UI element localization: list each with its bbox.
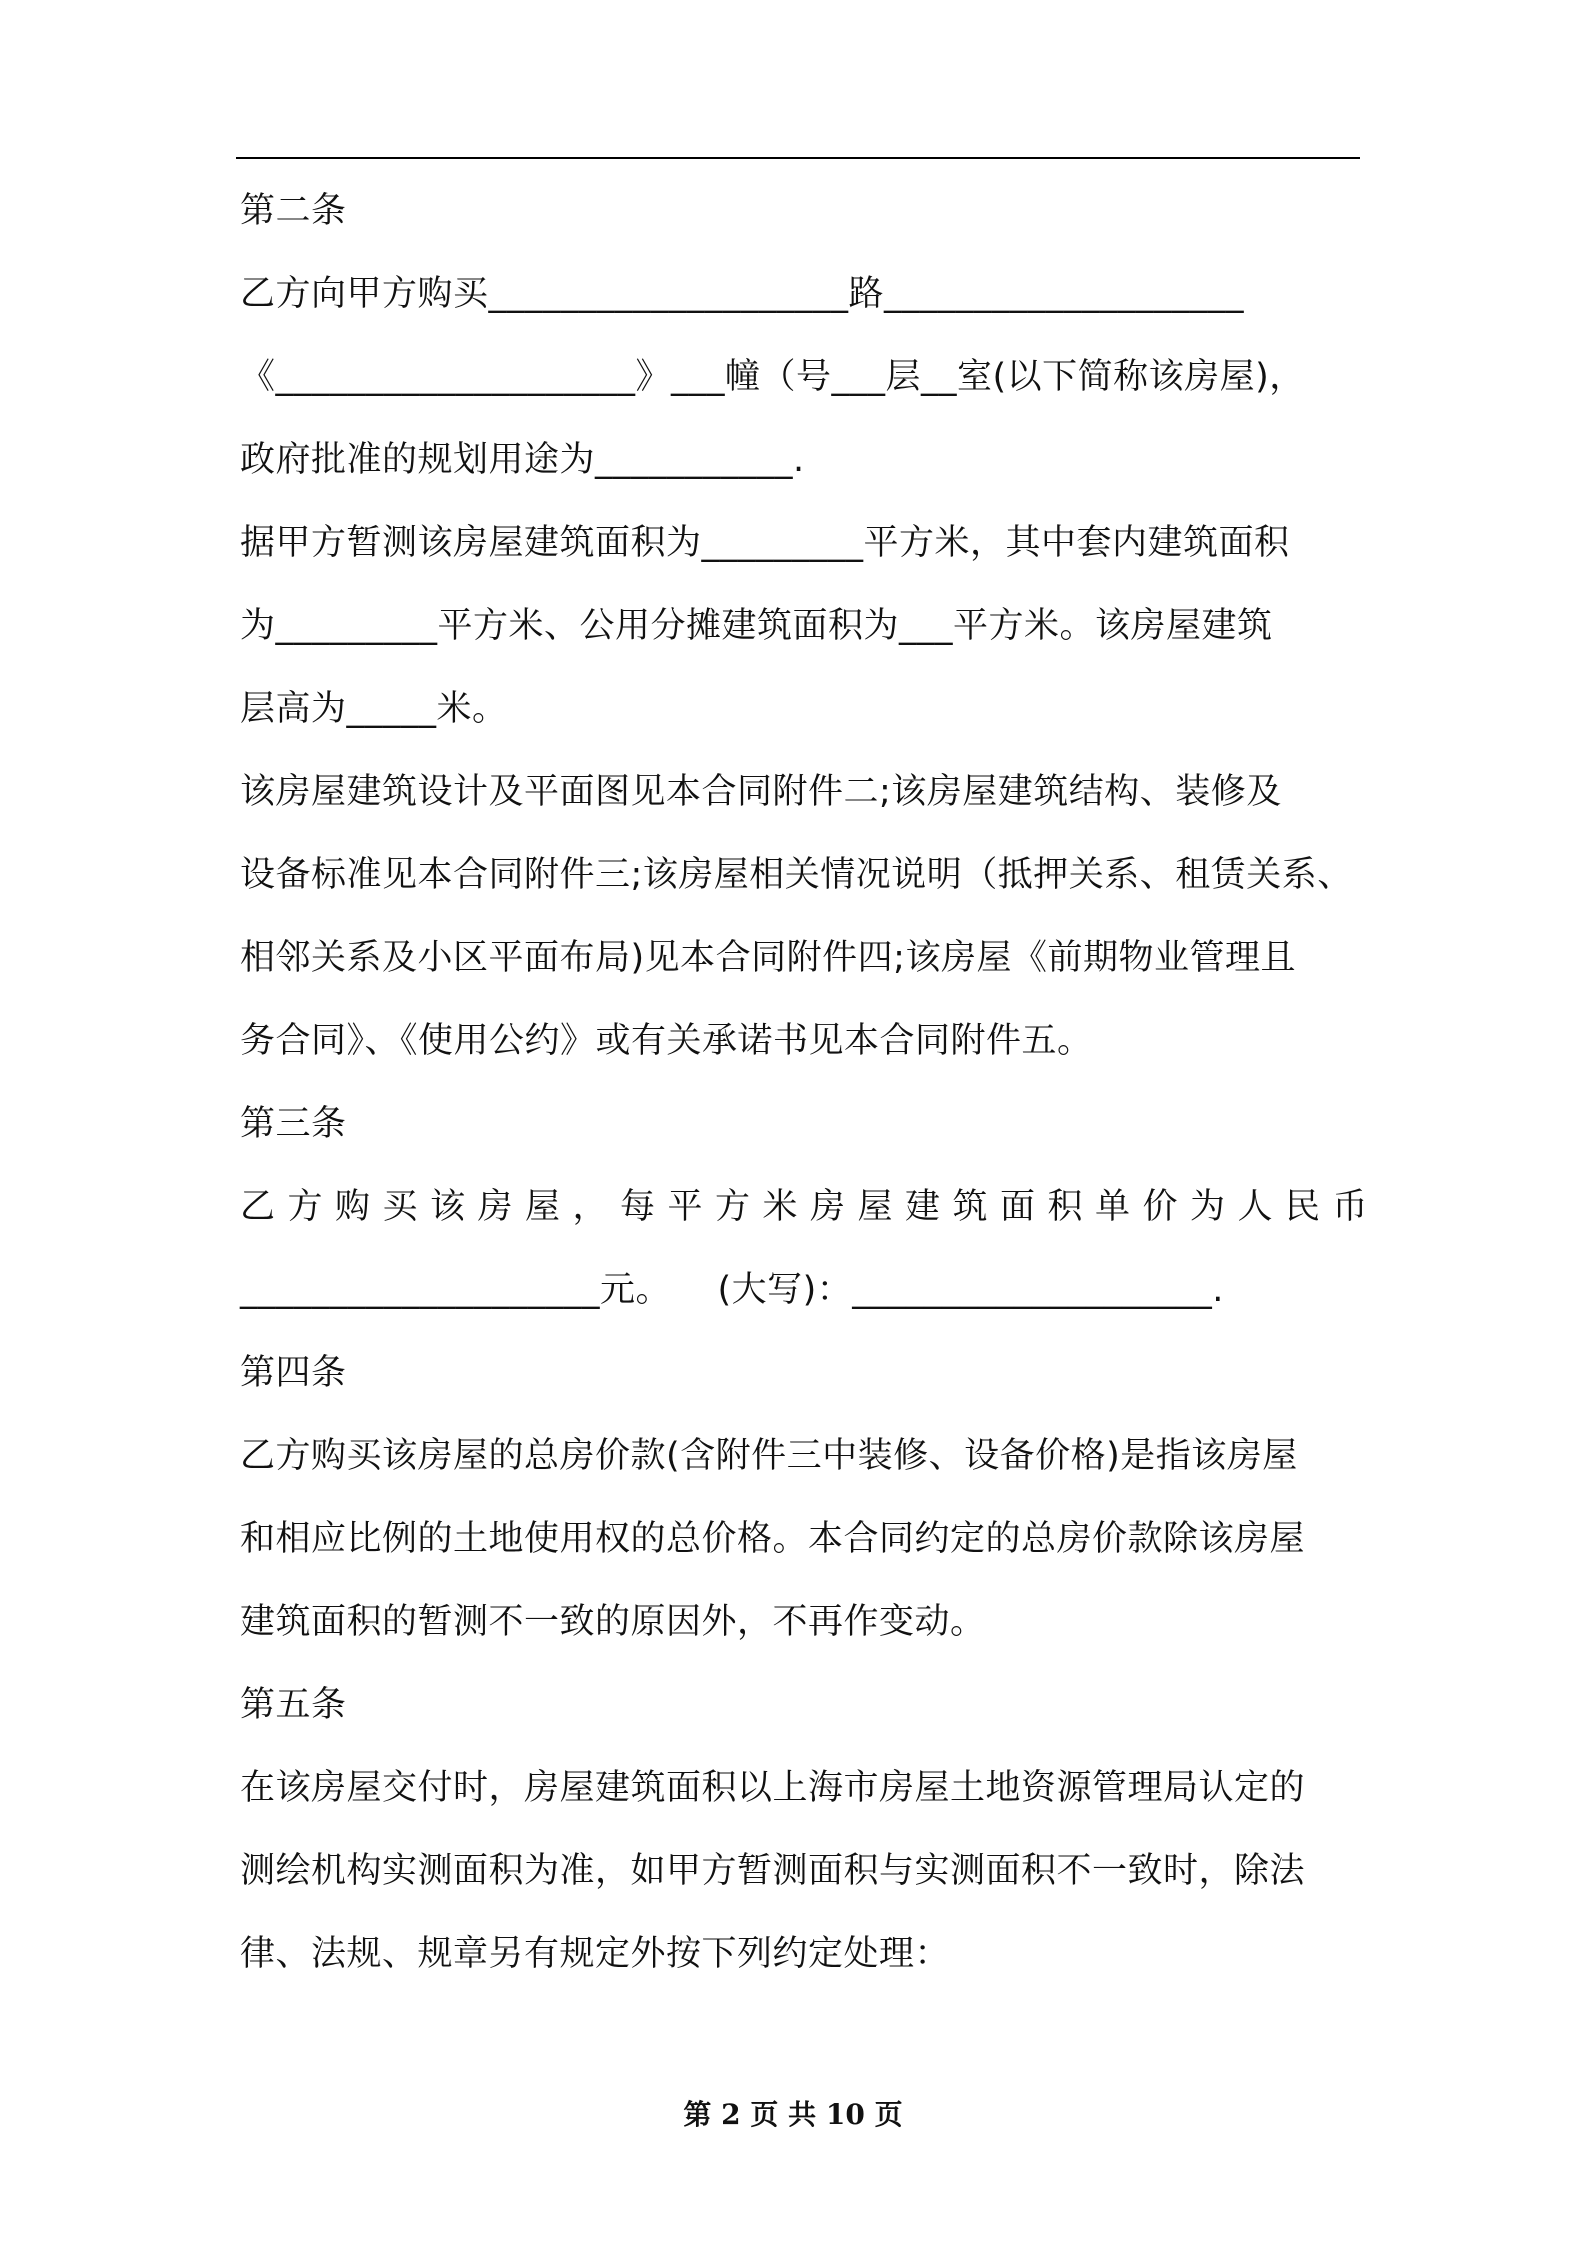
article-3-line-1: 乙方购买该房屋，每平方米房屋建筑面积单价为人民币 <box>240 1187 1381 1227</box>
article-2-line-5: 为_________平方米、公用分摊建筑面积为___平方米。该房屋建筑 <box>240 606 1273 646</box>
article-2-heading: 第二条 <box>240 191 347 231</box>
article-2-line-8: 设备标准见本合同附件三;该房屋相关情况说明（抵押关系、租赁关系、 <box>240 855 1353 895</box>
article-2-line-6: 层高为_____米。 <box>240 689 508 729</box>
article-2-line-4: 据甲方暂测该房屋建筑面积为_________平方米，其中套内建筑面积 <box>240 523 1290 563</box>
article-3-heading: 第三条 <box>240 1104 347 1144</box>
document-body <box>240 190 1381 2016</box>
article-4-line-3: 建筑面积的暂测不一致的原因外，不再作变动。 <box>240 1602 986 1642</box>
article-2-line-1: 乙方向甲方购买____________________路____________________ <box>240 274 1245 314</box>
article-2-line-7: 该房屋建筑设计及平面图见本合同附件二;该房屋建筑结构、装修及 <box>240 772 1282 812</box>
article-2-line-9: 相邻关系及小区平面布局)见本合同附件四;该房屋《前期物业管理且 <box>240 938 1296 978</box>
article-5-line-2: 测绘机构实测面积为准，如甲方暂测面积与实测面积不一致时，除法 <box>240 1851 1306 1891</box>
article-5-line-3: 律、法规、规章另有规定外按下列约定处理： <box>240 1934 951 1974</box>
article-4-line-2: 和相应比例的土地使用权的总价格。本合同约定的总房价款除该房屋 <box>240 1519 1306 1559</box>
article-2-line-2: 《____________________》___幢（号___层__室(以下简称该房屋)， <box>240 357 1305 397</box>
article-5-line-1: 在该房屋交付时，房屋建筑面积以上海市房屋土地资源管理局认定的 <box>240 1768 1306 1808</box>
article-3-line-2: ____________________元。 (大写)：____________________. <box>240 1270 1224 1310</box>
article-4-line-1: 乙方购买该房屋的总房价款(含附件三中装修、设备价格)是指该房屋 <box>240 1436 1298 1476</box>
page-number-footer: 第 2 页 共 10 页 <box>683 2098 903 2131</box>
article-5-heading: 第五条 <box>240 1685 347 1725</box>
article-2-line-10: 务合同》、《使用公约》或有关承诺书见本合同附件五。 <box>240 1021 1093 1061</box>
article-4-heading: 第四条 <box>240 1353 347 1393</box>
header-rule <box>236 157 1360 159</box>
article-2-line-3: 政府批准的规划用途为___________. <box>240 440 805 480</box>
